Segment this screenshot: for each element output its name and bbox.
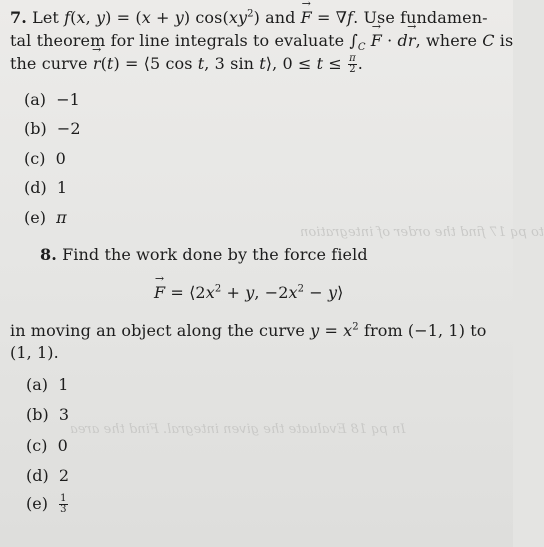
q8-line-a: in moving an object along the curve $y = x^2$ from (−1, 1) to [10,321,487,340]
q7-number: 7. [10,8,27,27]
q8-choice-d[interactable]: (d) 2 [26,466,70,485]
q8-choice-b[interactable]: (b) 3 [26,405,70,424]
q7-pi-over-2: $\frac{\pi}{2}$ [349,53,356,75]
bleed-through-text: to pq 17 find the order of integration [300,225,544,240]
q7-line-3: the curve → r(t) = ⟨5 cos t, 3 sin t⟩, 0 ≤ t ≤ $\frac{\pi}{2}$ . [10,54,363,75]
q8-line-a-text: in moving an object along the curve [10,321,305,340]
q7-line3-text: the curve [10,54,88,73]
q7-line1-tail: Use fundamen- [363,8,488,27]
q8-force-field: → $F = ⟨2x^2 + y$, $-2x^2$ − y⟩ [154,283,343,302]
q8-number: 8. [40,245,57,264]
q8-intro: Find the work done by the force field [62,245,368,264]
q7-choice-a[interactable]: (a) −1 [24,90,80,109]
q7-line2-tail: where [426,31,478,50]
q7-choice-d[interactable]: (d) 1 [24,178,68,197]
q7-line1-text: Let [32,8,59,27]
q8-one-third: $\frac{1}{3}$ [60,493,67,515]
q7-line2-text: tal theorem for line integrals to evaluate [10,31,345,50]
q7-function-def: f [64,8,71,27]
q8-line-b [10,343,59,362]
q8-choice-c[interactable]: (c) 0 [26,436,68,455]
q8-choice-e[interactable]: (e) $\frac{1}{3}$ [26,493,67,515]
q8-line-b-text: (1, 1). [10,343,59,362]
q8-choice-a[interactable]: (a) 1 [26,375,69,394]
q7-line-2: tal theorem for line integrals to evaluate $\int_C \to F \cdot d\to r$, where C is [10,31,513,53]
q8-line-1 [40,245,368,264]
q7-choice-e[interactable]: (e) π [24,208,67,227]
q7-choice-b[interactable]: (b) −2 [24,119,81,138]
q7-line-integral: $\int_C \to F \cdot d\to r$, [349,31,420,50]
q7-choice-c[interactable]: (c) 0 [24,149,66,168]
bleed-through-text-2: In pq 18 Evaluate the given integral. Find the area [70,422,406,437]
q7-line-1: 7. Let f(x, y) = (x + y) $\cos(xy^2)$ and → F = ∇f. Use fundamen- [10,8,488,27]
q8-line-a-tail: from (−1, 1) to [363,321,487,340]
